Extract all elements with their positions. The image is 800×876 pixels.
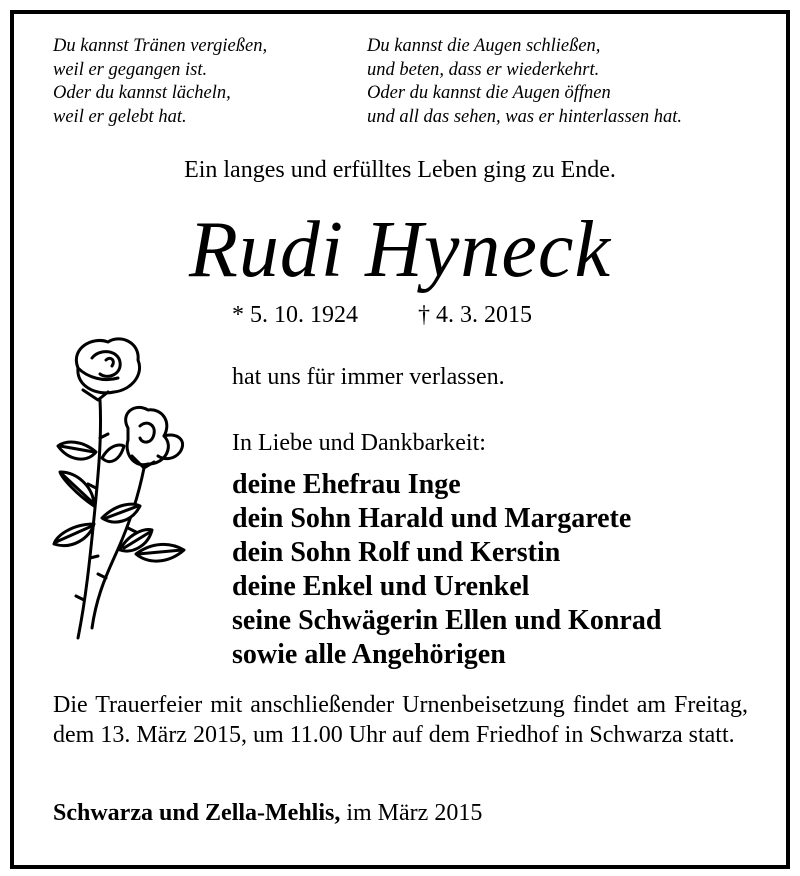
family-member: dein Sohn Rolf und Kerstin: [232, 537, 561, 568]
rose-icon: [48, 328, 198, 648]
service-details: Die Trauerfeier mit anschließender Urnenbeisetzung findet am Freitag, dem 13. März 2015, um 11.00 Uhr auf dem Friedhof in Schwarza statt.: [53, 692, 748, 748]
poem-line: weil er gegangen ist.: [53, 59, 208, 80]
family-member: deine Enkel und Urenkel: [232, 571, 530, 602]
family-list: [232, 468, 661, 672]
poem-left: [53, 35, 267, 129]
signoff-place: Schwarza und Zella-Mehlis,: [53, 800, 341, 826]
poem-line: Oder du kannst lächeln,: [53, 83, 231, 103]
poem-line: und all das sehen, was er hinterlassen hat.: [367, 106, 683, 127]
family-member: sowie alle Angehörigen: [232, 639, 506, 670]
life-dates: [232, 302, 532, 329]
signoff-date: im März 2015: [340, 800, 483, 826]
signoff: [53, 800, 482, 827]
family-member: dein Sohn Harald und Margarete: [232, 503, 632, 534]
poem-line: Oder du kannst die Augen öffnen: [367, 83, 611, 103]
poem-line: und beten, dass er wiederkehrt.: [367, 59, 600, 80]
deceased-name: Rudi Hyneck: [189, 206, 611, 294]
family-member: deine Ehefrau Inge: [232, 469, 461, 500]
left-us-text: hat uns für immer verlassen.: [232, 364, 505, 390]
gratitude-text: In Liebe und Dankbarkeit:: [232, 430, 486, 456]
poem-line: Du kannst Tränen vergießen,: [53, 36, 268, 56]
family-member: seine Schwägerin Ellen und Konrad: [232, 605, 662, 636]
death-date: † 4. 3. 2015: [418, 302, 532, 328]
intro-text: Ein langes und erfülltes Leben ging zu Ende.: [184, 157, 616, 183]
poem-right: [367, 35, 682, 129]
birth-date: * 5. 10. 1924: [232, 302, 358, 328]
poem-line: weil er gelebt hat.: [53, 106, 187, 127]
poem-line: Du kannst die Augen schließen,: [367, 36, 601, 56]
